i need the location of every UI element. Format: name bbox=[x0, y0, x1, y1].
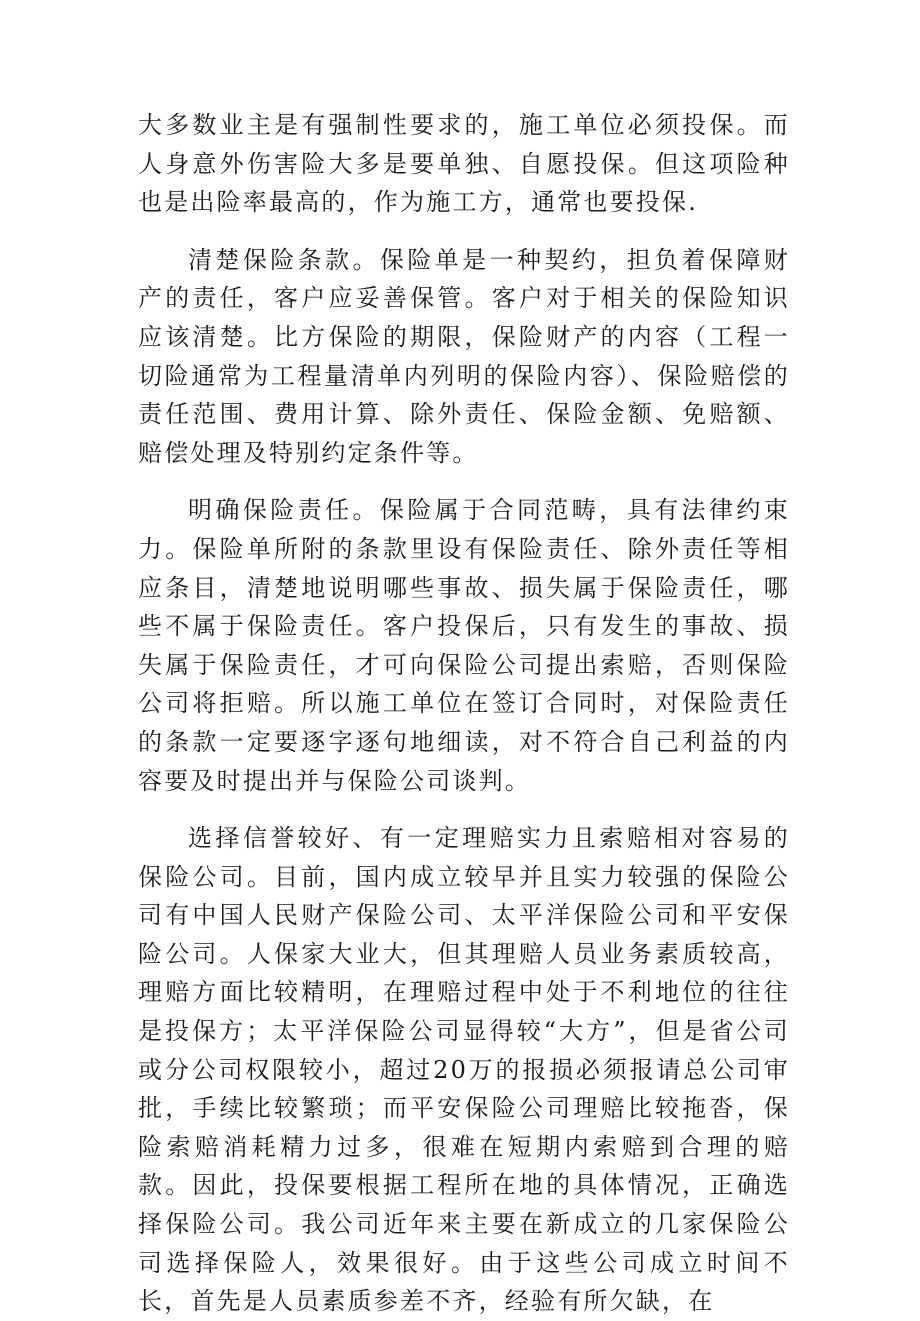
paragraph-insurance-clauses: 清楚保险条款。保险单是一种契约，担负着保障财产的责任，客户应妥善保管。客户对于相关的保险知识应该清楚。比方保险的期限，保险财产的内容（工程一切险通常为工程量清单内列明的保险内容）、保险赔偿的责任范围、费用计算、除外责任、保险金额、免赔额、赔偿处理及特别约定条件等。 bbox=[138, 245, 790, 467]
paragraph-insurance-liability: 明确保险责任。保险属于合同范畴，具有法律约束力。保险单所附的条款里设有保险责任、除外责任等相应条目，清楚地说明哪些事故、损失属于保险责任，哪些不属于保险责任。客户投保后，只有发生的事故、损失属于保险责任，才可向保险公司提出索赔，否则保险公司将拒赔。所以施工单位在签订合同时，对保险责任的条款一定要逐字逐句地细读，对不符合自己利益的内容要及时提出并与保险公司谈判。 bbox=[138, 496, 790, 795]
paragraph-insurance-requirements: 大多数业主是有强制性要求的，施工单位必须投保。而人身意外伤害险大多是要单独、自愿投保。但这项险种也是出险率最高的，作为施工方，通常也要投保. bbox=[138, 111, 790, 217]
paragraph-choose-insurer: 选择信誉较好、有一定理赔实力且索赔相对容易的保险公司。目前，国内成立较早并且实力较强的保险公司有中国人民财产保险公司、太平洋保险公司和平安保险公司。人保家大业大，但其理赔人员业务素质较高，理赔方面比较精明，在理赔过程中处于不利地位的往往是投保方；太平洋保险公司显得较“大方”，但是省公司或分公司权限较小，超过20万的报损必须报请总公司审批，手续比较繁琐；而平安保险公司理赔比较拖沓，保险索赔消耗精力过多，很难在短期内索赔到合理的赔款。因此，投保要根据工程所在地的具体情况，正确选择保险公司。我公司近年来主要在新成立的几家保险公司选择保险人，效果很好。由于这些公司成立时间不长，首先是人员素质参差不齐，经验有所欠缺，在 bbox=[138, 824, 790, 1316]
